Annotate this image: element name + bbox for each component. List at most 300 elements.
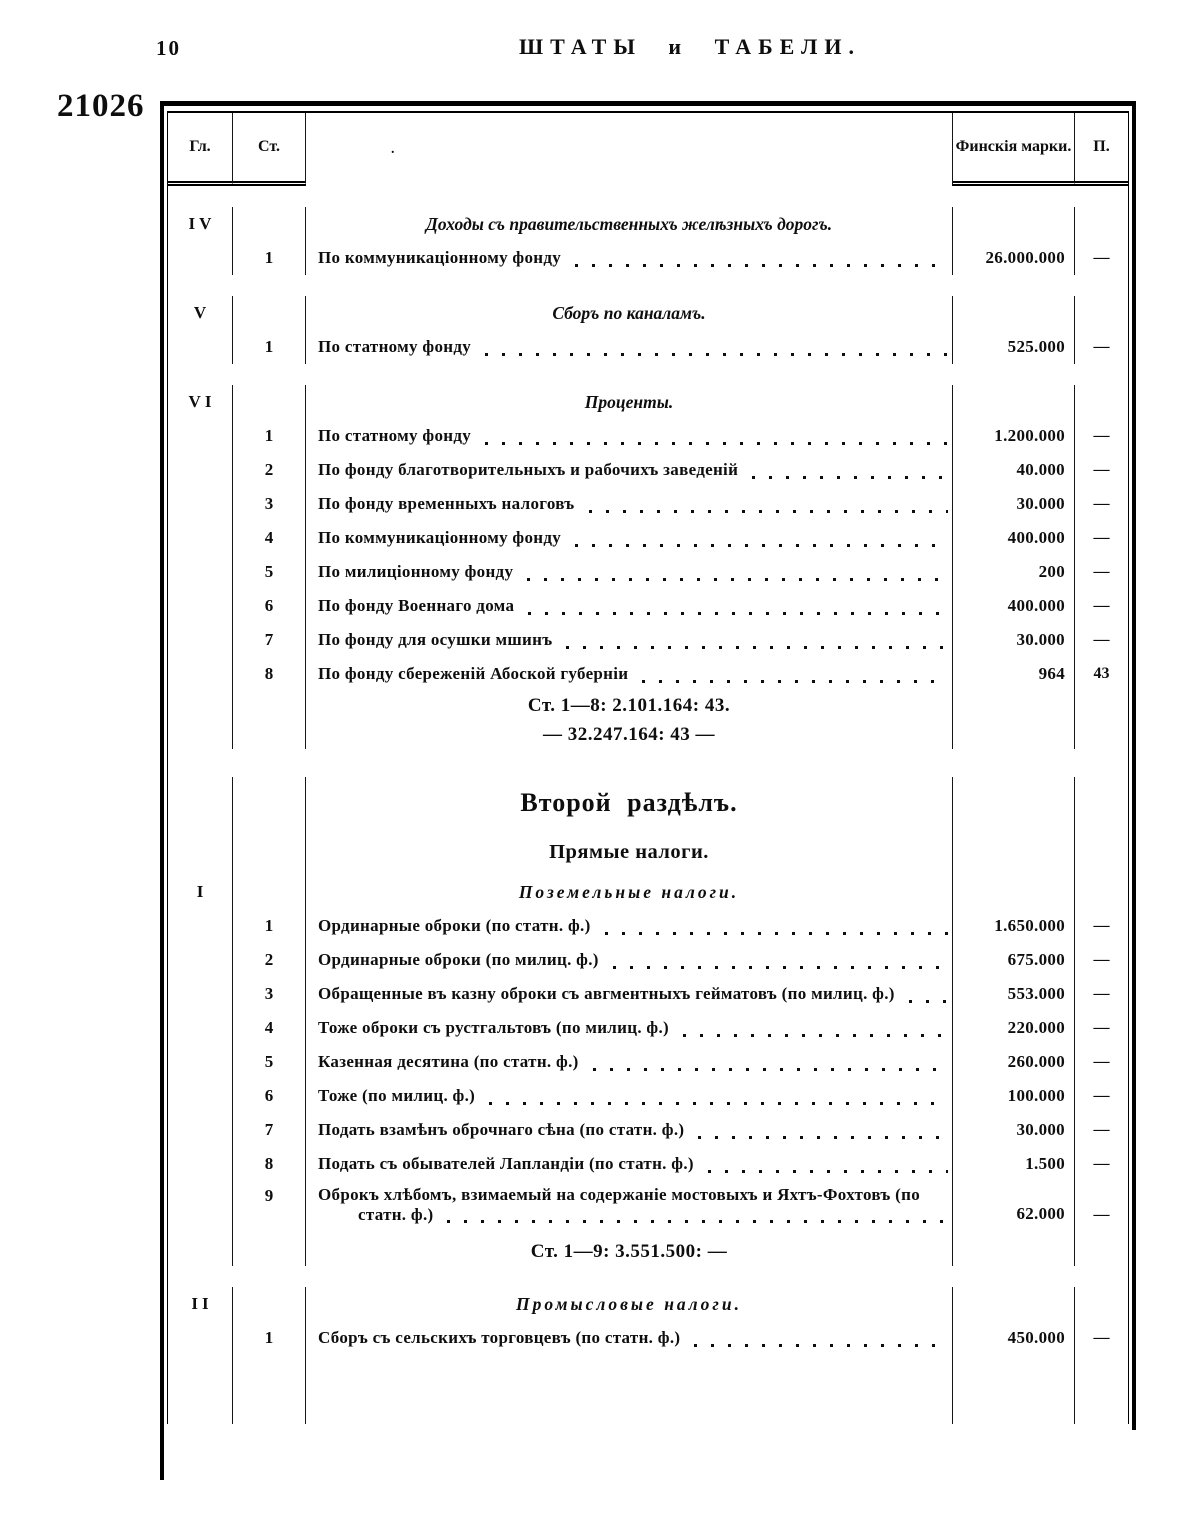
chapter-cell	[168, 453, 233, 487]
table-row	[168, 943, 1128, 977]
article-number: 9	[264, 1186, 274, 1205]
article-number: 3	[264, 984, 274, 1003]
chapter-cell	[168, 1355, 233, 1424]
table-row	[168, 909, 1128, 943]
amount-cell	[953, 1181, 1075, 1237]
penni-cell	[1075, 207, 1128, 241]
amount-cell	[953, 453, 1075, 487]
chapter-cell	[168, 419, 233, 453]
amount-cell	[953, 589, 1075, 623]
description-cell	[306, 657, 953, 691]
article-number: 2	[264, 460, 274, 479]
article-cell	[233, 1113, 306, 1147]
chapter-cell	[168, 296, 233, 330]
dot-leader	[909, 1000, 948, 1003]
penni-value: —	[1093, 461, 1110, 478]
penni-cell	[1075, 1287, 1128, 1321]
section-row	[168, 385, 1128, 419]
penni-value: —	[1093, 631, 1110, 648]
dot-leader	[593, 1068, 948, 1071]
chapter-cell	[168, 875, 233, 909]
article-number: 1	[264, 337, 274, 356]
amount-cell	[953, 1321, 1075, 1355]
chapter-cell	[168, 1287, 233, 1321]
amount-value: 675.000	[1007, 950, 1065, 969]
description-cell	[306, 453, 953, 487]
article-number: 7	[264, 1120, 274, 1139]
penni-cell	[1075, 1321, 1128, 1355]
chapter-cell	[168, 1113, 233, 1147]
table-inner-frame	[167, 111, 1129, 1424]
chapter-cell	[168, 207, 233, 241]
article-number: 4	[264, 528, 274, 547]
amount-value: 26.000.000	[985, 248, 1065, 267]
dot-leader	[752, 476, 948, 479]
amount-value: 1.500	[1025, 1154, 1065, 1173]
description-cell	[306, 1147, 953, 1181]
amount-value: 220.000	[1007, 1018, 1065, 1037]
article-number: 8	[264, 664, 274, 683]
section-row	[168, 296, 1128, 330]
penni-cell	[1075, 555, 1128, 589]
section-row	[168, 207, 1128, 241]
page-title: ШТАТЫ и ТАБЕЛИ.	[518, 34, 862, 59]
description-cell	[306, 521, 953, 555]
penni-cell	[1075, 1355, 1128, 1424]
dot-leader	[485, 442, 948, 445]
table-row	[168, 1181, 1128, 1237]
item-description: По коммуникаціонному фонду	[318, 248, 562, 267]
table-body	[168, 186, 1128, 1424]
item-description: По фонду для осушки мшинъ	[318, 630, 553, 649]
article-number: 3	[264, 494, 274, 513]
dot-leader	[605, 932, 948, 935]
page-number: 10	[156, 36, 181, 60]
amount-value: 30.000	[1016, 1120, 1065, 1139]
dot-leader	[566, 646, 948, 649]
description-cell	[306, 555, 953, 589]
item-description: Подать съ обывателей Лапландіи (по статн. ф.)	[318, 1154, 694, 1173]
item-description: Казенная десятина (по статн. ф.)	[318, 1052, 579, 1071]
article-number: 1	[264, 1328, 274, 1347]
table-row	[168, 1321, 1128, 1355]
amount-value: 40.000	[1016, 460, 1065, 479]
description-cell	[306, 296, 953, 330]
article-cell	[233, 623, 306, 657]
chapter-cell	[168, 241, 233, 275]
amount-cell	[953, 829, 1075, 875]
penni-value: —	[1093, 1329, 1110, 1346]
article-number: 8	[264, 1154, 274, 1173]
chapter-numeral: II	[191, 1294, 213, 1313]
item-description-line2	[318, 1205, 952, 1229]
penni-cell	[1075, 1045, 1128, 1079]
amount-cell	[953, 943, 1075, 977]
amount-cell	[953, 1113, 1075, 1147]
article-cell	[233, 657, 306, 691]
penni-cell	[1075, 875, 1128, 909]
article-cell	[233, 1181, 306, 1237]
description-cell	[306, 385, 953, 419]
amount-value: 30.000	[1016, 630, 1065, 649]
item-description: Подать взамѣнъ оброчнаго сѣна (по статн. ф.)	[318, 1120, 685, 1139]
article-number: 6	[264, 1086, 274, 1105]
amount-value: 450.000	[1007, 1328, 1065, 1347]
penni-cell	[1075, 1237, 1128, 1266]
dot-leader	[447, 1220, 948, 1223]
amount-cell	[953, 875, 1075, 909]
chapter-header-label: Гл.	[189, 138, 211, 155]
amount-cell	[953, 419, 1075, 453]
table-row	[168, 521, 1128, 555]
penni-cell	[1075, 977, 1128, 1011]
amount-value: 1.200.000	[994, 426, 1065, 445]
amount-value: 964	[1038, 664, 1065, 683]
amount-cell	[953, 1045, 1075, 1079]
article-number: 6	[264, 596, 274, 615]
penni-value: —	[1093, 338, 1110, 355]
amount-value: 525.000	[1007, 337, 1065, 356]
table-row	[168, 1079, 1128, 1113]
article-cell	[233, 1147, 306, 1181]
item-description: Сборъ съ сельскихъ торговцевъ (по статн. ф.)	[318, 1328, 681, 1347]
amount-header-label: Финскія марки.	[955, 138, 1072, 155]
item-description: По фонду временныхъ налоговъ	[318, 494, 575, 513]
table-row	[168, 657, 1128, 691]
penni-header-label: П.	[1093, 138, 1110, 155]
article-number: 5	[264, 1052, 274, 1071]
table-row	[168, 487, 1128, 521]
amount-cell	[953, 241, 1075, 275]
amount-value: 400.000	[1007, 596, 1065, 615]
description-cell	[306, 623, 953, 657]
penni-cell	[1075, 691, 1128, 720]
penni-cell	[1075, 943, 1128, 977]
amount-cell	[953, 657, 1075, 691]
chapter-cell	[168, 623, 233, 657]
chapter-numeral: IV	[188, 214, 216, 233]
penni-value: —	[1093, 917, 1110, 934]
table-header-row	[168, 113, 1128, 186]
item-description: По статному фонду	[318, 426, 472, 445]
article-cell	[233, 296, 306, 330]
penni-value: —	[1093, 427, 1110, 444]
scan-speck: .	[391, 141, 395, 157]
amount-value: 553.000	[1007, 984, 1065, 1003]
amount-value: 1.650.000	[994, 916, 1065, 935]
description-cell	[306, 241, 953, 275]
amount-value: 200	[1038, 562, 1065, 581]
table-row	[168, 419, 1128, 453]
section-heading: Промысловые налоги.	[516, 1293, 742, 1314]
penni-cell	[1075, 419, 1128, 453]
amount-cell	[953, 555, 1075, 589]
chapter-header-cell	[168, 113, 233, 186]
chapter-cell	[168, 1147, 233, 1181]
chapter-cell	[168, 1237, 233, 1266]
article-number: 2	[264, 950, 274, 969]
dot-leader	[694, 1344, 948, 1347]
item-description: По фонду Военнаго дома	[318, 596, 515, 615]
item-description: Тоже оброки съ рустгальтовъ (по милиц. ф.)	[318, 1018, 670, 1037]
description-cell	[306, 720, 953, 749]
description-cell	[306, 909, 953, 943]
amount-cell	[953, 521, 1075, 555]
description-cell	[306, 875, 953, 909]
amount-value: 100.000	[1007, 1086, 1065, 1105]
total-line: — 32.247.164: 43 —	[542, 723, 716, 745]
description-cell	[306, 487, 953, 521]
item-description: Тоже (по милиц. ф.)	[318, 1086, 476, 1105]
chapter-numeral: VI	[188, 392, 216, 411]
penni-value: —	[1093, 249, 1110, 266]
penni-value: —	[1093, 495, 1110, 512]
amount-value: 62.000	[1016, 1204, 1065, 1223]
chapter-cell	[168, 720, 233, 749]
description-cell	[306, 691, 953, 720]
description-cell	[306, 1113, 953, 1147]
item-description: По милиціонному фонду	[318, 562, 514, 581]
scan-edge-artifact	[160, 1430, 164, 1480]
chapter-numeral: V	[193, 303, 211, 322]
item-description: По коммуникаціонному фонду	[318, 528, 562, 547]
article-cell	[233, 777, 306, 829]
chapter-cell	[168, 1045, 233, 1079]
penni-cell	[1075, 241, 1128, 275]
dot-leader	[489, 1102, 948, 1105]
chapter-cell	[168, 977, 233, 1011]
part-subtitle: Прямые налоги.	[549, 840, 709, 863]
filler-row	[168, 1355, 1128, 1424]
article-cell	[233, 385, 306, 419]
penni-header-cell	[1075, 113, 1128, 186]
description-cell	[306, 419, 953, 453]
article-cell	[233, 453, 306, 487]
chapter-cell	[168, 657, 233, 691]
article-cell	[233, 521, 306, 555]
total-line: Ст. 1—9: 3.551.500: —	[530, 1240, 728, 1262]
section-row	[168, 875, 1128, 909]
amount-value: 30.000	[1016, 494, 1065, 513]
table-row	[168, 1011, 1128, 1045]
item-description: По фонду благотворительныхъ и рабочихъ заведеній	[318, 460, 739, 479]
article-cell	[233, 487, 306, 521]
table-row	[168, 330, 1128, 364]
article-number: 5	[264, 562, 274, 581]
chapter-numeral: I	[196, 882, 208, 901]
amount-cell	[953, 1237, 1075, 1266]
article-cell	[233, 1237, 306, 1266]
dot-leader	[683, 1034, 948, 1037]
table-row	[168, 623, 1128, 657]
subtitle-row	[168, 829, 1128, 875]
penni-cell	[1075, 623, 1128, 657]
item-description: Ординарные оброки (по статн. ф.)	[318, 916, 591, 935]
section-heading: Поземельные налоги.	[518, 881, 740, 902]
amount-value: 400.000	[1007, 528, 1065, 547]
edict-number: 21026	[57, 88, 145, 124]
penni-cell	[1075, 330, 1128, 364]
penni-cell	[1075, 1181, 1128, 1237]
article-cell	[233, 909, 306, 943]
article-cell	[233, 829, 306, 875]
table-frame	[160, 101, 1136, 1430]
article-cell	[233, 943, 306, 977]
table-row	[168, 589, 1128, 623]
article-header-label: Ст.	[258, 138, 280, 155]
dot-leader	[708, 1170, 948, 1173]
total-line: Ст. 1—8: 2.101.164: 43.	[527, 694, 731, 716]
article-cell	[233, 330, 306, 364]
chapter-cell	[168, 943, 233, 977]
article-number: 1	[264, 916, 274, 935]
chapter-cell	[168, 521, 233, 555]
dot-leader	[528, 612, 948, 615]
description-cell	[306, 777, 953, 829]
dot-leader	[485, 353, 948, 356]
amount-cell	[953, 1355, 1075, 1424]
penni-value: —	[1093, 1053, 1110, 1070]
article-number: 1	[264, 248, 274, 267]
chapter-cell	[168, 330, 233, 364]
table-row	[168, 453, 1128, 487]
part-title: Второй раздѣлъ.	[520, 788, 738, 817]
dot-leader	[575, 264, 948, 267]
article-cell	[233, 977, 306, 1011]
description-cell	[306, 1181, 953, 1237]
chapter-cell	[168, 829, 233, 875]
amount-cell	[953, 777, 1075, 829]
dot-leader	[589, 510, 949, 513]
amount-cell	[953, 909, 1075, 943]
section-heading: Сборъ по каналамъ.	[552, 302, 706, 323]
amount-cell	[953, 720, 1075, 749]
dot-leader	[698, 1136, 948, 1139]
amount-cell	[953, 330, 1075, 364]
penni-value: —	[1093, 1121, 1110, 1138]
table-row	[168, 241, 1128, 275]
article-cell	[233, 241, 306, 275]
penni-value: —	[1093, 563, 1110, 580]
description-header-cell	[306, 113, 953, 186]
dot-leader	[613, 966, 948, 969]
chapter-cell	[168, 909, 233, 943]
amount-cell	[953, 623, 1075, 657]
chapter-cell	[168, 555, 233, 589]
item-description: Обращенные въ казну оброки съ авгментныхъ гейматовъ (по милиц. ф.)	[318, 984, 895, 1003]
penni-cell	[1075, 385, 1128, 419]
penni-cell	[1075, 1147, 1128, 1181]
penni-cell	[1075, 296, 1128, 330]
penni-value: —	[1093, 1087, 1110, 1104]
chapter-cell	[168, 1011, 233, 1045]
dot-leader	[527, 578, 948, 581]
item-description: По статному фонду	[318, 337, 472, 356]
penni-value: —	[1093, 1019, 1110, 1036]
penni-cell	[1075, 589, 1128, 623]
penni-cell	[1075, 1079, 1128, 1113]
chapter-cell	[168, 589, 233, 623]
amount-header-cell	[953, 113, 1075, 186]
part-title-row	[168, 777, 1128, 829]
description-cell	[306, 1079, 953, 1113]
section-row	[168, 1287, 1128, 1321]
article-cell	[233, 691, 306, 720]
table-row	[168, 1147, 1128, 1181]
description-cell	[306, 1237, 953, 1266]
article-cell	[233, 1079, 306, 1113]
amount-cell	[953, 977, 1075, 1011]
penni-cell	[1075, 521, 1128, 555]
penni-cell	[1075, 777, 1128, 829]
section-heading: Доходы съ правительственныхъ желѣзныхъ дорогъ.	[425, 213, 833, 234]
item-description-continuation: статн. ф.)	[358, 1205, 434, 1224]
description-cell	[306, 829, 953, 875]
dot-leader	[642, 680, 948, 683]
item-description-line1: Оброкъ хлѣбомъ, взимаемый на содержаніе мостовыхъ и Яхтъ-Фохтовъ (по	[318, 1185, 920, 1204]
article-cell	[233, 1045, 306, 1079]
table-row	[168, 1045, 1128, 1079]
amount-cell	[953, 207, 1075, 241]
article-cell	[233, 589, 306, 623]
amount-cell	[953, 1011, 1075, 1045]
amount-cell	[953, 691, 1075, 720]
description-cell	[306, 1321, 953, 1355]
penni-value: —	[1093, 985, 1110, 1002]
description-cell	[306, 1011, 953, 1045]
amount-cell	[953, 1079, 1075, 1113]
description-cell	[306, 1355, 953, 1424]
chapter-cell	[168, 777, 233, 829]
penni-value: —	[1093, 951, 1110, 968]
article-cell	[233, 555, 306, 589]
table-row	[168, 977, 1128, 1011]
article-number: 4	[264, 1018, 274, 1037]
total-row	[168, 691, 1128, 720]
chapter-cell	[168, 487, 233, 521]
penni-value: 43	[1093, 665, 1110, 682]
article-cell	[233, 1011, 306, 1045]
description-cell	[306, 1287, 953, 1321]
article-cell	[233, 875, 306, 909]
article-number: 7	[264, 630, 274, 649]
penni-cell	[1075, 829, 1128, 875]
table-row	[168, 555, 1128, 589]
chapter-cell	[168, 691, 233, 720]
penni-value: —	[1093, 529, 1110, 546]
article-cell	[233, 419, 306, 453]
penni-value: —	[1093, 1206, 1110, 1223]
item-description: По фонду сбереженій Абоской губерніи	[318, 664, 629, 683]
penni-cell	[1075, 453, 1128, 487]
article-cell	[233, 1287, 306, 1321]
total-row	[168, 720, 1128, 749]
penni-cell	[1075, 1011, 1128, 1045]
article-cell	[233, 720, 306, 749]
amount-cell	[953, 1287, 1075, 1321]
amount-cell	[953, 487, 1075, 521]
penni-value: —	[1093, 1155, 1110, 1172]
chapter-cell	[168, 385, 233, 419]
item-description: Ординарные оброки (по милиц. ф.)	[318, 950, 599, 969]
chapter-cell	[168, 1079, 233, 1113]
article-cell	[233, 1355, 306, 1424]
article-cell	[233, 207, 306, 241]
description-cell	[306, 589, 953, 623]
penni-cell	[1075, 909, 1128, 943]
penni-cell	[1075, 1113, 1128, 1147]
chapter-cell	[168, 1181, 233, 1237]
